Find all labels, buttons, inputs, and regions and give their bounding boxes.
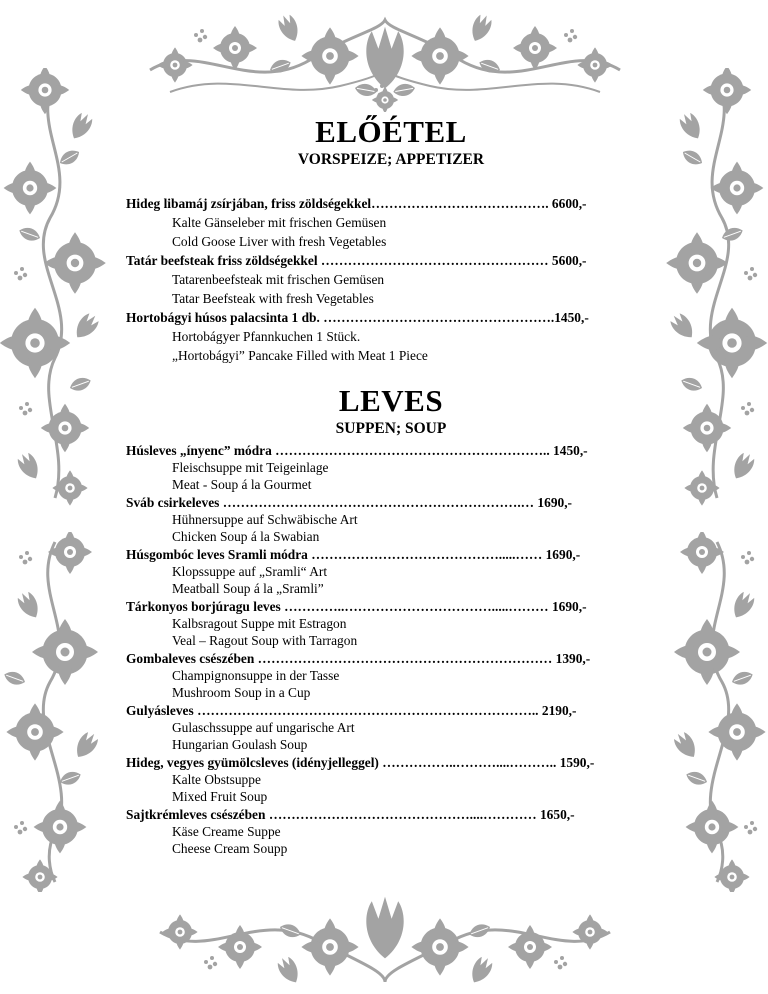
- dish-english: Meat - Soup á la Gourmet: [172, 477, 312, 492]
- dish-name: Tatár beefsteak friss zöldségekkel: [126, 253, 318, 268]
- dish-german: Hühnersuppe auf Schwäbische Art: [172, 512, 358, 527]
- dot-leader: …………………………………………….: [323, 310, 555, 325]
- dish-price: 1450,-: [554, 310, 589, 325]
- menu-item-header: [126, 195, 646, 212]
- dish-english: Mixed Fruit Soup: [172, 789, 268, 804]
- menu-item-header: [126, 650, 646, 667]
- dish-price: 1590,-: [559, 755, 595, 770]
- dish-name: Hideg, vegyes gyümölcsleves (idényjelleggel): [126, 755, 379, 770]
- dish-english: Cold Goose Liver with fresh Vegetables: [172, 234, 387, 249]
- dish-german: Fleischsuppe mit Teigeinlage: [172, 460, 329, 475]
- top-floral-border: [140, 0, 630, 112]
- dish-german: Kalte Gänseleber mit frischen Gemüsen: [172, 215, 387, 230]
- dish-price: 5600,-: [551, 253, 587, 268]
- dish-german: Hortobágyer Pfannkuchen 1 Stück.: [172, 329, 361, 344]
- section-title-appetizer: ELŐÉTEL: [315, 114, 467, 149]
- dot-leader: …………………………………………………………: [257, 651, 553, 666]
- dot-leader: …………………………………………………………………..: [197, 703, 539, 718]
- dot-leader: ……………..………....………..: [382, 755, 557, 770]
- dot-leader: …………………………………….....……: [311, 547, 543, 562]
- left-upper-floral-vine: [0, 68, 118, 508]
- dot-leader: ………………………………….: [371, 196, 549, 211]
- left-lower-floral-vine: [0, 532, 118, 892]
- dish-price: 1650,-: [539, 807, 575, 822]
- dish-english: Cheese Cream Soupp: [172, 841, 288, 856]
- dish-german: Käse Creame Suppe: [172, 824, 281, 839]
- menu-item-header: [126, 598, 646, 615]
- dish-name: Sváb csirkeleves: [126, 495, 220, 510]
- section-subtitle-soup: SUPPEN; SOUP: [335, 420, 447, 437]
- section-subtitle-appetizer: VORSPEIZE; APPETIZER: [297, 151, 485, 168]
- dish-name: Húsleves „ínyenc” módra: [126, 443, 272, 458]
- dish-german: Kalte Obstsuppe: [172, 772, 261, 787]
- menu-item-header: [126, 309, 646, 326]
- dish-price: 2190,-: [541, 703, 577, 718]
- menu-item-header: [126, 252, 646, 269]
- dish-english: Tatar Beefsteak with fresh Vegetables: [172, 291, 374, 306]
- menu-item-header: [126, 806, 646, 823]
- dish-price: 1390,-: [555, 651, 591, 666]
- dot-leader: ………………………………………....…………: [268, 807, 537, 822]
- dish-price: 1690,-: [545, 547, 581, 562]
- dish-german: Klopssuppe auf „Sramli“ Art: [172, 564, 328, 579]
- menu-item-header: [126, 442, 646, 459]
- dish-price: 1690,-: [551, 599, 587, 614]
- dish-english: Meatball Soup á la „Sramli”: [172, 581, 324, 596]
- menu-item-header: [126, 494, 646, 511]
- dish-name: Hortobágyi húsos palacsinta 1 db.: [126, 310, 320, 325]
- dish-name: Húsgombóc leves Sramli módra: [126, 547, 308, 562]
- dish-name: Tárkonyos borjúragu leves: [126, 599, 281, 614]
- dish-price: 6600,-: [551, 196, 587, 211]
- dish-price: 1690,-: [537, 495, 573, 510]
- dish-german: Kalbsragout Suppe mit Estragon: [172, 616, 347, 631]
- dish-name: Gulyásleves: [126, 703, 194, 718]
- dish-price: 1450,-: [553, 443, 588, 458]
- bottom-floral-border: [150, 892, 620, 994]
- dot-leader: ……………………………………………: [320, 253, 549, 268]
- dish-german: Tatarenbeefsteak mit frischen Gemüsen: [172, 272, 385, 287]
- menu-item-header: [126, 546, 646, 563]
- dot-leader: ……………………………………………………..: [275, 443, 550, 458]
- dish-english: „Hortobágyi” Pancake Filled with Meat 1 Piece: [172, 348, 428, 363]
- dish-name: Sajtkrémleves csészében: [126, 807, 266, 822]
- right-lower-floral-vine: [662, 532, 768, 892]
- dot-leader: ………………………………………………………….…: [222, 495, 535, 510]
- section-title-soup: LEVES: [338, 383, 444, 418]
- dish-english: Hungarian Goulash Soup: [172, 737, 308, 752]
- dish-german: Gulaschssuppe auf ungarische Art: [172, 720, 355, 735]
- dish-english: Veal – Ragout Soup with Tarragon: [172, 633, 358, 648]
- dish-name: Hideg libamáj zsírjában, friss zöldségekkel: [126, 196, 372, 211]
- right-upper-floral-vine: [662, 68, 768, 508]
- menu-item-header: [126, 754, 646, 771]
- menu-item-header: [126, 702, 646, 719]
- dot-leader: …………..…………………………….....………: [284, 599, 549, 614]
- dish-german: Champignonsuppe in der Tasse: [172, 668, 340, 683]
- dish-english: Mushroom Soup in a Cup: [172, 685, 311, 700]
- dish-name: Gombaleves csészében: [126, 651, 255, 666]
- dish-english: Chicken Soup á la Swabian: [172, 529, 320, 544]
